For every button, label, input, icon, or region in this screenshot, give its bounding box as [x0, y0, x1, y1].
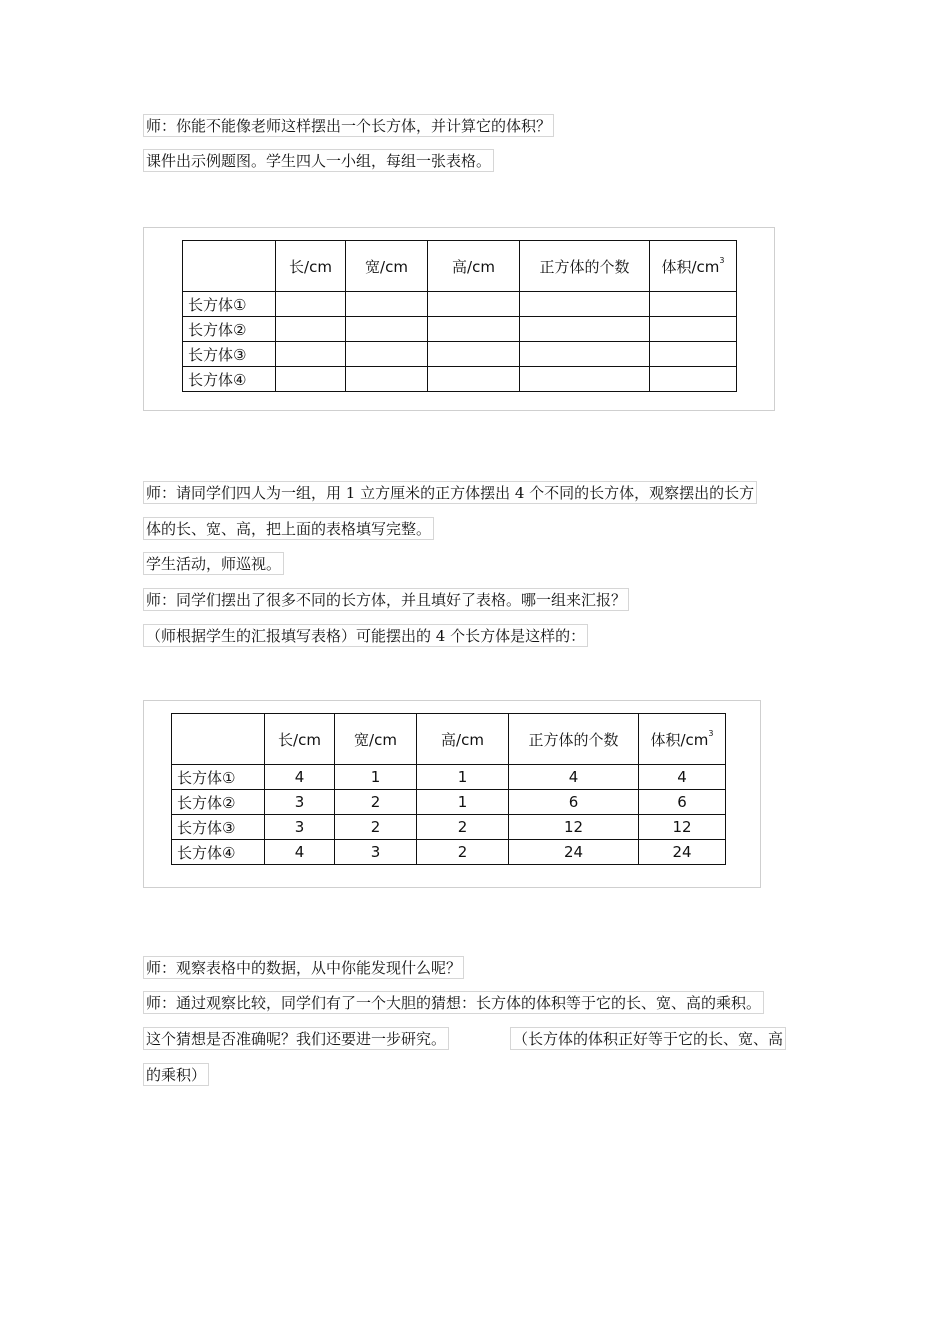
table-header-row [183, 241, 737, 292]
table-cell [276, 367, 346, 392]
table-cell: 1 [417, 765, 509, 790]
table-cell [428, 367, 520, 392]
table-header-row [172, 714, 726, 765]
table-cell [650, 317, 737, 342]
table-cell: 6 [639, 790, 726, 815]
table-cell: 2 [417, 815, 509, 840]
ending-line-1: 师：观察表格中的数据，从中你能发现什么呢？ [143, 956, 464, 979]
row-label: 长方体② [172, 790, 265, 815]
table-cell [276, 317, 346, 342]
table-cell [276, 342, 346, 367]
table-cell [428, 292, 520, 317]
row-label: 长方体② [183, 317, 276, 342]
middle-line-4: 师：同学们摆出了很多不同的长方体，并且填好了表格。哪一组来汇报？ [143, 588, 629, 611]
column-header-length: 长/cm [265, 714, 335, 765]
table-cell: 2 [335, 815, 417, 840]
table-cell: 3 [335, 840, 417, 865]
middle-line-5: （师根据学生的汇报填写表格）可能摆出的 4 个长方体是这样的： [143, 624, 588, 647]
table-cell [428, 342, 520, 367]
table-row [183, 317, 737, 342]
row-label: 长方体③ [172, 815, 265, 840]
empty-data-table [182, 240, 737, 392]
column-header-volume: 体积$/cm^3$ [650, 241, 737, 292]
column-header-volume: 体积$/cm^3$ [639, 714, 726, 765]
intro-line-2: 课件出示例题图。学生四人一小组，每组一张表格。 [143, 149, 494, 172]
row-label: 长方体① [172, 765, 265, 790]
table-cell [346, 342, 428, 367]
column-header-width: 宽/cm [346, 241, 428, 292]
column-header-blank [172, 714, 265, 765]
table-cell [520, 292, 650, 317]
column-header-blank [183, 241, 276, 292]
column-header-length: 长/cm [276, 241, 346, 292]
table-row [172, 765, 726, 790]
filled-table-figure [143, 700, 761, 888]
row-label: 长方体④ [172, 840, 265, 865]
table-row [172, 840, 726, 865]
table-row [183, 342, 737, 367]
table-cell: 3 [265, 790, 335, 815]
row-label: 长方体① [183, 292, 276, 317]
table-cell: 4 [639, 765, 726, 790]
middle-line-3: 学生活动，师巡视。 [143, 552, 284, 575]
ending-line-2: 师：通过观察比较，同学们有了一个大胆的猜想：长方体的体积等于它的长、宽、高的乘积。 [143, 991, 764, 1014]
empty-table-figure [143, 227, 775, 411]
table-cell [276, 292, 346, 317]
table-cell [346, 292, 428, 317]
filled-data-table [171, 713, 726, 865]
table-cell: 4 [265, 765, 335, 790]
table-cell: 24 [509, 840, 639, 865]
table-cell: 6 [509, 790, 639, 815]
middle-line-1: 师：请同学们四人为一组，用 1 立方厘米的正方体摆出 4 个不同的长方体，观察摆出的长方 [143, 481, 757, 504]
table-cell: 1 [335, 765, 417, 790]
table-cell [346, 317, 428, 342]
ending-line-4: 的乘积） [143, 1063, 209, 1086]
table-cell [346, 367, 428, 392]
table-cell: 1 [417, 790, 509, 815]
table-row [183, 292, 737, 317]
table-cell: 24 [639, 840, 726, 865]
column-header-cube-count: 正方体的个数 [509, 714, 639, 765]
ending-line-3b: （长方体的体积正好等于它的长、宽、高 [510, 1027, 786, 1050]
table-cell [650, 292, 737, 317]
table-cell: 12 [639, 815, 726, 840]
table-cell [650, 342, 737, 367]
table-cell: 2 [335, 790, 417, 815]
column-header-height: 高/cm [428, 241, 520, 292]
row-label: 长方体④ [183, 367, 276, 392]
table-row [172, 790, 726, 815]
column-header-cube-count: 正方体的个数 [520, 241, 650, 292]
column-header-width: 宽/cm [335, 714, 417, 765]
table-cell [520, 367, 650, 392]
table-cell [650, 367, 737, 392]
column-header-height: 高/cm [417, 714, 509, 765]
table-cell: 2 [417, 840, 509, 865]
ending-line-3a: 这个猜想是否准确呢？我们还要进一步研究。 [143, 1027, 449, 1050]
table-row [172, 815, 726, 840]
table-cell: 4 [265, 840, 335, 865]
table-cell [520, 317, 650, 342]
table-cell: 3 [265, 815, 335, 840]
table-row [183, 367, 737, 392]
middle-line-2: 体的长、宽、高，把上面的表格填写完整。 [143, 517, 434, 540]
table-cell: 12 [509, 815, 639, 840]
table-cell [428, 317, 520, 342]
table-cell: 4 [509, 765, 639, 790]
table-cell [520, 342, 650, 367]
intro-line-1: 师：你能不能像老师这样摆出一个长方体，并计算它的体积？ [143, 114, 554, 137]
row-label: 长方体③ [183, 342, 276, 367]
